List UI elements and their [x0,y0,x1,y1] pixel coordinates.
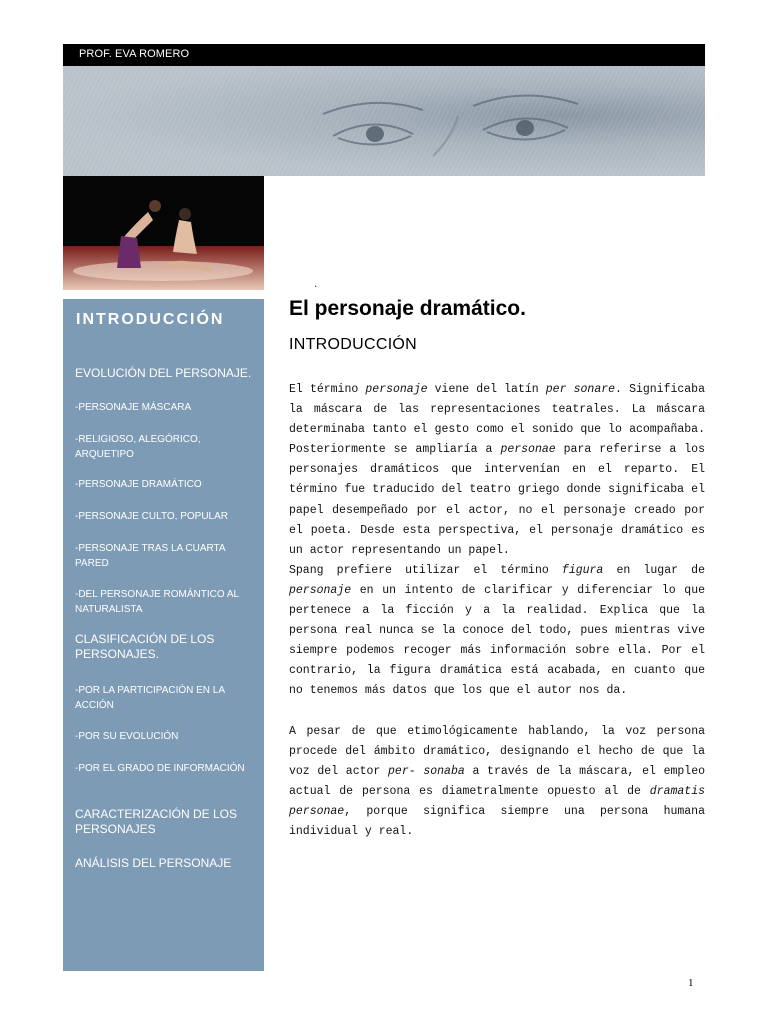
sidebar [63,299,264,971]
sidebar-item-clasificacion[interactable]: CLASIFICACIÓN DE LOS PERSONAJES. [75,632,215,661]
paragraph-1: El término personaje viene del latín per sonare. Significaba la máscara de las representaciones teatrales. La máscara determinaba tanto el gesto como el sonido que lo acompañaba. Posteriormente se ampliaría a personae para referirse a los personajes dramáticos que intervenían en el reparto. El término fue traducido del teatro griego donde significaba el papel desempeñado por el actor, no el personaje creado por el poeta. Desde esta perspectiva, el personaje dramático es un actor representando un papel. [289,383,705,557]
sidebar-item-cuarta-pared[interactable]: -PERSONAJE TRAS LA CUARTA PARED [75,543,226,569]
sidebar-item-dramatico[interactable]: -PERSONAJE DRAMÁTICO [75,479,202,490]
stray-dot: . [314,276,318,290]
sidebar-title: INTRODUCCIÓN [76,311,225,328]
sidebar-item-analisis[interactable]: ANÁLISIS DEL PERSONAJE [75,856,232,870]
banner-eyes-illustration [63,66,705,176]
dancers-photo [63,176,264,290]
author-name: PROF. EVA ROMERO [79,48,190,60]
sidebar-item-evolucion-tipo[interactable]: -POR SU EVOLUCIÓN [75,731,179,742]
section-title: INTRODUCCIÓN [289,336,418,353]
sidebar-item-caracterizacion[interactable]: CARACTERIZACIÓN DE LOS PERSONAJES [75,807,238,836]
sidebar-item-mascara[interactable]: -PERSONAJE MÁSCARA [75,402,192,413]
dancers-illustration [63,176,264,290]
page-title: El personaje dramático. [289,297,526,320]
header-bar [63,44,705,66]
sidebar-item-religioso[interactable]: -RELIGIOSO, ALEGÓRICO, ARQUETIPO [75,434,201,460]
sidebar-item-grado-informacion[interactable]: -POR EL GRADO DE INFORMACIÓN [75,763,245,774]
sidebar-item-evolucion[interactable]: EVOLUCIÓN DEL PERSONAJE. [75,366,252,380]
sidebar-item-participacion[interactable]: -POR LA PARTICIPACIÓN EN LA ACCIÓN [75,685,225,711]
sidebar-item-romantico-naturalista[interactable]: -DEL PERSONAJE ROMÁNTICO AL NATURALISTA [75,589,239,615]
banner-image [63,66,705,176]
body-text [289,380,705,842]
paragraph-3: A pesar de que etimológicamente hablando, la voz persona procede del ámbito dramático, designando el hecho de que la voz del actor per- sonaba a través de la máscara, el empleo actual de persona es diametralmente opuesto al de dramatis personae, porque significa siempre una persona humana individual y real. [289,724,705,838]
paragraph-2: Spang prefiere utilizar el término figura en lugar de personaje en un intento de clarificar y diferenciar lo que pertenece a la ficción y a la realidad. Explica que la persona real nunca se la conoce del todo, pues mientras vive siempre podemos recoger más información sobre ella. Por el contrario, la figura dramática está acabada, en cuanto que no tenemos más datos que los que el autor nos da. [289,563,705,698]
page-number: 1 [688,977,694,989]
sidebar-item-culto-popular[interactable]: -PERSONAJE CULTO, POPULAR [75,511,228,522]
